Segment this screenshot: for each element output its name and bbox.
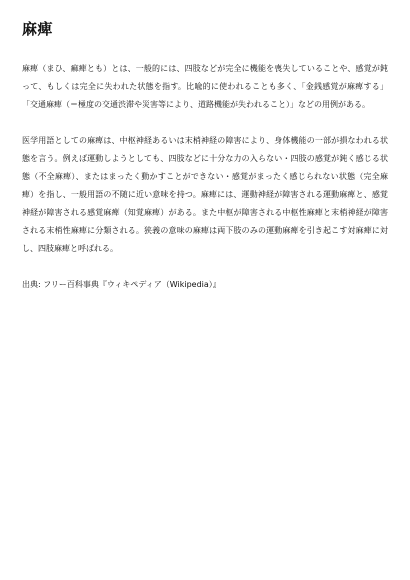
paragraph-medical: 医学用語としての麻痺は、中枢神経あるいは末梢神経の障害により、身体機能の一部が損なわれる状態を言う。例えば運動しようとしても、四肢などに十分な力の入らない・四肢の感覚が鈍く感じる状態（不全麻痺）、またはまったく動かすことができない・感覚がまったく感じられない状態（完全麻痺）を指し、一般用語の不随に近い意味を持つ。麻痺には、運動神経が障害される運動麻痺と、感覚神経が障害される感覚麻痺（知覚麻痺）がある。また中枢が障害される中枢性麻痺と末梢神経が障害される末梢性麻痺に分類される。狭義の意味の麻痺は両下肢のみの運動麻痺を引き起こす対麻痺に対し、四肢麻痺と呼ばれる。 — [22, 136, 388, 253]
source-citation: 出典: フリー百科事典『ウィキペディア（Wikipedia）』 — [22, 280, 221, 289]
page-title: 麻痺 — [22, 20, 54, 38]
paragraph-definition: 麻痺（まひ、痲痺とも）とは、一般的には、四肢などが完全に機能を喪失していることや、感覚が鈍って、もしくは完全に失われた状態を指す。比喩的に使われることも多く、「金銭感覚が麻痺する」「交通麻痺（＝極度の交通渋滞や災害等により、道路機能が失われること）」などの用例がある。 — [22, 64, 388, 109]
